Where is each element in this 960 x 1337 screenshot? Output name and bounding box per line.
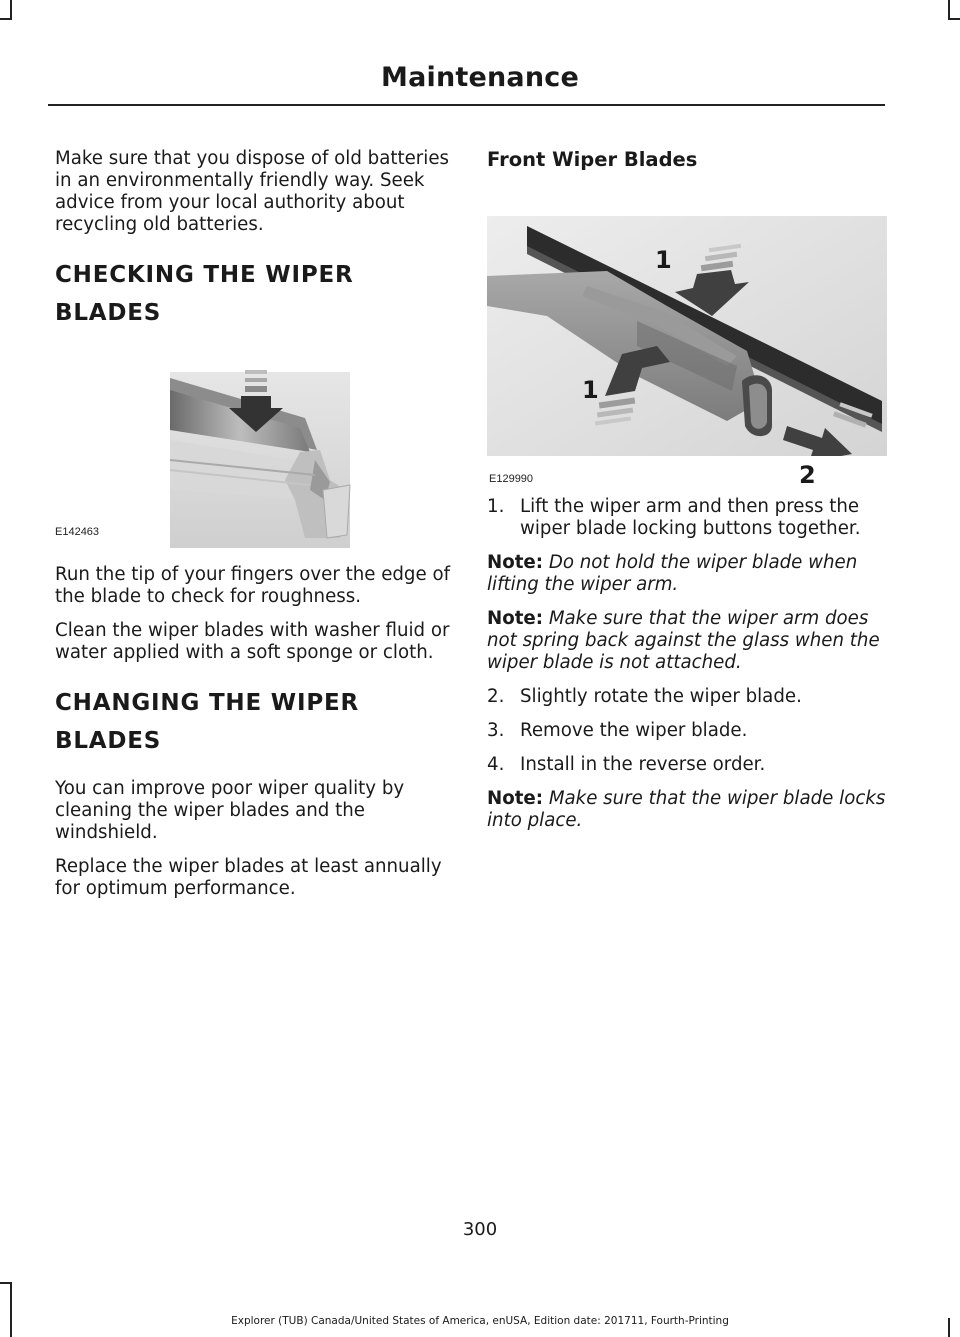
step-item <box>487 720 887 742</box>
page-header-title: Maintenance <box>381 62 579 93</box>
change-paragraph-2: Replace the wiper blades at least annually for optimum performance. <box>55 856 442 899</box>
wiper-removal-drawing <box>487 186 887 456</box>
step-text: Slightly rotate the wiper blade. <box>520 686 802 707</box>
step-text: Remove the wiper blade. <box>520 720 748 741</box>
step-item <box>487 686 887 708</box>
check-paragraph-1: Run the tip of your fingers over the edge of the blade to check for roughness. <box>55 564 450 607</box>
note <box>487 552 887 596</box>
note-label: Note: <box>487 608 544 629</box>
step-text: Lift the wiper arm and then press the wiper blade locking buttons together. <box>520 496 861 539</box>
blade-check-drawing <box>55 350 450 548</box>
note-text: Make sure that the wiper arm does not spring back against the glass when the wiper blade is not attached. <box>487 608 880 673</box>
heading-line: BLADES <box>55 728 162 754</box>
heading-line: CHECKING THE WIPER <box>55 262 354 288</box>
note-text: Make sure that the wiper blade locks into place. <box>487 788 886 831</box>
intro-paragraph: Make sure that you dispose of old batteries in an environmentally friendly way. Seek advice from your local authority about recycling old batteries. <box>55 148 450 235</box>
left-column <box>55 148 450 912</box>
front-wiper-heading: Front Wiper Blades <box>487 148 698 171</box>
callout-1-left: 1 <box>582 376 599 404</box>
crop-mark <box>10 1282 12 1337</box>
check-paragraph-2: Clean the wiper blades with washer fluid or water applied with a soft sponge or cloth. <box>55 620 450 663</box>
wiper-removal-illustration <box>487 186 887 489</box>
note <box>487 788 887 832</box>
crop-mark <box>948 0 950 18</box>
header-rule <box>48 104 885 106</box>
note <box>487 608 887 674</box>
change-paragraph-1: You can improve poor wiper quality by cleaning the wiper blades and the windshield. <box>55 778 405 843</box>
wiper-blade-illustration <box>55 350 450 548</box>
crop-mark <box>10 0 12 18</box>
step-number: 1. <box>487 496 505 517</box>
heading-line: BLADES <box>55 300 162 326</box>
step-number: 2. <box>487 686 505 707</box>
note-label: Note: <box>487 552 544 573</box>
callout-2: 2 <box>799 461 816 489</box>
note-text: Do not hold the wiper blade when lifting the wiper arm. <box>487 552 858 595</box>
heading-line: CHANGING THE WIPER <box>55 690 360 716</box>
step-number: 4. <box>487 754 505 775</box>
changing-heading <box>55 688 450 756</box>
note-label: Note: <box>487 788 544 809</box>
crop-mark <box>0 18 12 20</box>
footer-edition: Explorer (TUB) Canada/United States of America, enUSA, Edition date: 201711, Fourth-Printing <box>231 1315 729 1327</box>
figure-id: E129990 <box>489 473 534 485</box>
figure-id: E142463 <box>55 526 100 538</box>
crop-mark <box>0 1282 12 1284</box>
step-item <box>487 754 887 776</box>
checking-heading <box>55 260 450 328</box>
step-text: Install in the reverse order. <box>520 754 766 775</box>
crop-mark <box>948 18 960 20</box>
step-number: 3. <box>487 720 505 741</box>
step-item <box>487 496 887 540</box>
right-column <box>487 148 887 844</box>
callout-1-top: 1 <box>655 246 672 274</box>
page-number: 300 <box>462 1219 498 1240</box>
